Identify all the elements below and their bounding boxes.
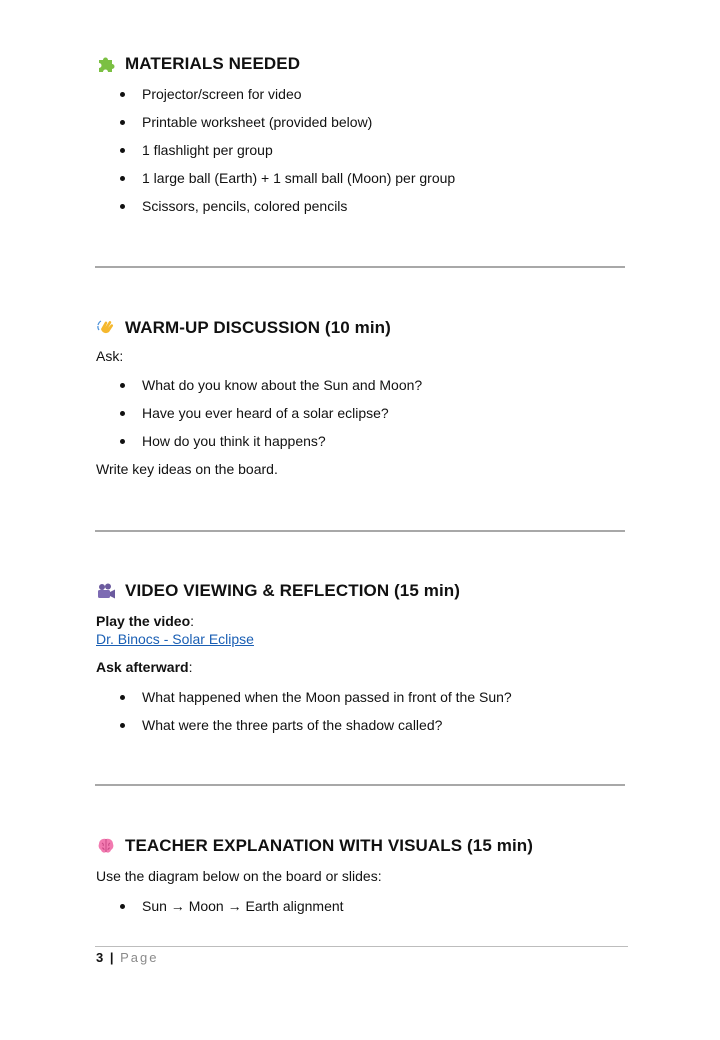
page-number: 3 [96,950,104,965]
video-list [96,689,626,733]
ask-label-text: Ask afterward [96,659,189,675]
section-divider [95,784,625,786]
materials-heading [96,52,626,76]
video-play-label [96,613,626,629]
footer-divider [95,946,628,947]
warmup-section [96,316,626,477]
footer-separator: | [109,950,114,965]
video-ask-label [96,659,626,675]
warmup-title: WARM-UP DISCUSSION (10 min) [125,318,391,337]
brain-icon [96,836,116,856]
list-item: 1 flashlight per group [96,142,626,158]
list-item: Have you ever heard of a solar eclipse? [96,405,626,421]
list-item: Sun → Moon → Earth alignment [96,898,626,914]
play-label-text: Play the video [96,613,191,629]
play-label-colon: : [190,613,195,629]
materials-title: MATERIALS NEEDED [125,54,301,73]
teacher-heading [96,834,626,858]
list-item: What were the three parts of the shadow called? [96,717,626,733]
warmup-intro: Ask: [96,348,124,364]
teacher-section [96,834,626,914]
waving-hand-icon [96,318,116,338]
video-heading [96,579,626,603]
materials-list [96,86,626,214]
page-label: Page [120,950,159,965]
list-item: 1 large ball (Earth) + 1 small ball (Moon) per group [96,170,626,186]
ask-label-colon: : [188,659,193,675]
teacher-intro: Use the diagram below on the board or slides: [96,868,382,884]
page-footer [96,950,159,965]
section-divider [95,530,625,532]
teacher-title: TEACHER EXPLANATION WITH VISUALS (15 min) [125,836,534,855]
video-link-row [96,631,626,647]
teacher-list [96,898,626,914]
list-item: What do you know about the Sun and Moon? [96,377,626,393]
puzzle-piece-icon [96,54,116,74]
video-link[interactable]: Dr. Binocs - Solar Eclipse [96,631,254,647]
video-section [96,579,626,733]
warmup-heading [96,316,626,340]
list-item: Printable worksheet (provided below) [96,114,626,130]
warmup-list [96,377,626,449]
video-title: VIDEO VIEWING & REFLECTION (15 min) [125,581,461,600]
warmup-outro: Write key ideas on the board. [96,461,278,477]
list-item: Projector/screen for video [96,86,626,102]
materials-section [96,52,626,214]
list-item: How do you think it happens? [96,433,626,449]
movie-camera-icon [96,581,116,601]
section-divider [95,266,625,268]
list-item: Scissors, pencils, colored pencils [96,198,626,214]
list-item: What happened when the Moon passed in front of the Sun? [96,689,626,705]
